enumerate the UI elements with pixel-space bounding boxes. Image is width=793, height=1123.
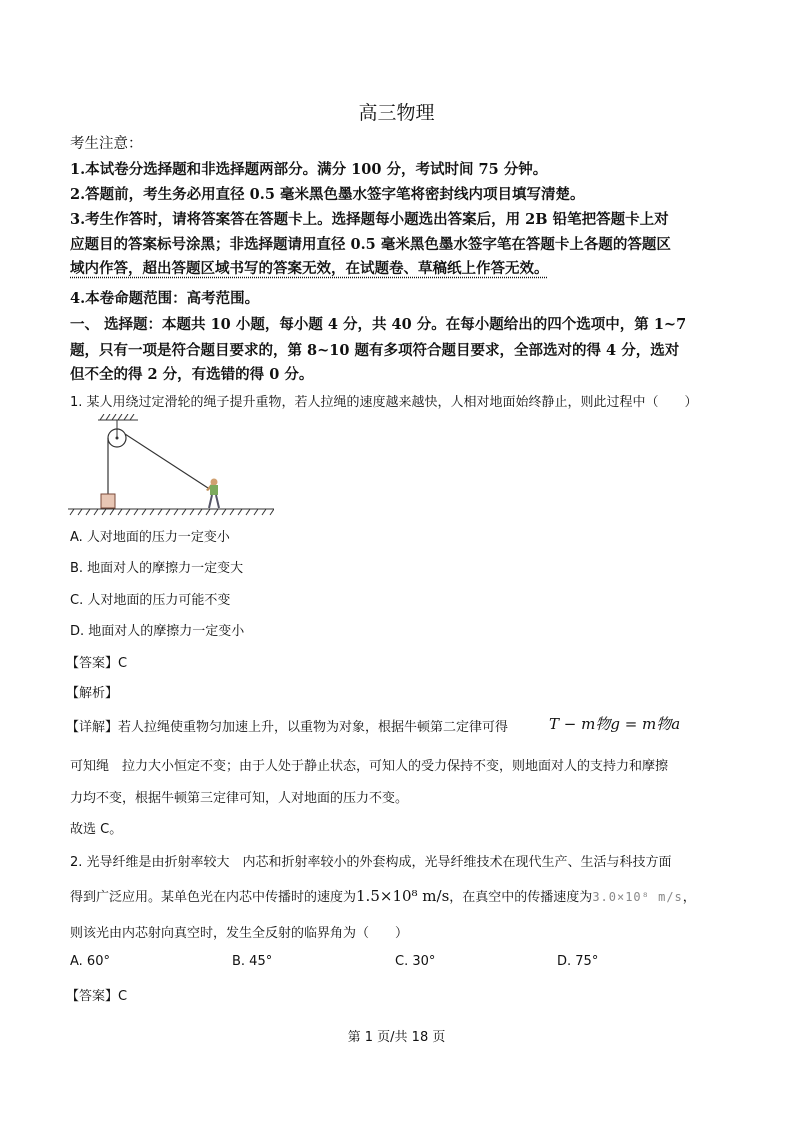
- pulley-figure: [68, 414, 274, 520]
- question-2-option-b: B. 45°: [232, 954, 273, 969]
- question-1-option-a: A. 人对地面的压力一定变小: [70, 530, 230, 545]
- question-1-analysis-label: 【解析】: [66, 686, 119, 701]
- question-2-answer: 【答案】C: [66, 989, 128, 1004]
- question-2-line-3: 则该光由内芯射向真空时，发生全反射的临界角为（ ）: [70, 926, 409, 941]
- question-2-option-d: D. 75°: [557, 954, 599, 969]
- ground-hatch: [68, 509, 274, 515]
- notice-item-1: 1.本试卷分选择题和非选择题两部分。满分 100 分，考试时间 75 分钟。: [70, 161, 548, 178]
- person-figure: [206, 479, 219, 509]
- page-footer: 第 1 页/共 18 页: [347, 1030, 446, 1045]
- question-2-line-1: 2. 光导纤维是由折射率较大 内芯和折射率较小的外套构成，光导纤维技术在现代生产、生活与科技方面: [70, 855, 672, 870]
- question-1-stem: 1. 某人用绕过定滑轮的绳子提升重物，若人拉绳的速度越来越快，人相对地面始终静止，则此过程中（ ）: [70, 395, 698, 410]
- section-1-line-3: 但不全的得 2 分，有选错的得 0 分。: [70, 366, 314, 383]
- notice-item-4: 4.本卷命题范围：高考范围。: [70, 290, 260, 307]
- question-1-conclusion: 故选 C。: [70, 822, 123, 837]
- question-2-option-a: A. 60°: [70, 954, 110, 969]
- core-speed-value: 1.5×10⁸ m/s: [356, 887, 450, 905]
- ceiling-hatch: [98, 414, 138, 420]
- newton-second-law-formula: T − m物g = m物a: [549, 715, 681, 733]
- question-1-option-c: C. 人对地面的压力可能不变: [70, 593, 231, 608]
- question-1-detail-line-3: 力均不变，根据牛顿第三定律可知，人对地面的压力不变。: [70, 791, 409, 806]
- section-1-line-1: 一、 选择题：本题共 10 小题，每小题 4 分，共 40 分。在每小题给出的四个选项中，第 1~7: [70, 316, 687, 333]
- question-1-detail-line-1: 【详解】若人拉绳使重物匀加速上升，以重物为对象，根据牛顿第二定律可得: [66, 720, 509, 735]
- question-2-line-2-suffix: ，: [682, 890, 696, 905]
- question-2-option-c: C. 30°: [395, 954, 436, 969]
- question-1-option-d: D. 地面对人的摩擦力一定变小: [70, 624, 245, 639]
- slanted-rope: [125, 434, 208, 488]
- question-2-line-2-middle: ，在真空中的传播速度为: [449, 890, 593, 905]
- question-1-detail-line-2: 可知绳 拉力大小恒定不变；由于人处于静止状态，可知人的受力保持不变，则地面对人的支持力和摩擦: [70, 759, 669, 774]
- notice-item-3-line-1: 3.考生作答时，请将答案答在答题卡上。选择题每小题选出答案后，用 2B 铅笔把答题卡上对: [70, 211, 669, 228]
- question-1-option-b: B. 地面对人的摩擦力一定变大: [70, 561, 244, 576]
- notice-item-2: 2.答题前，考生务必用直径 0.5 毫米黑色墨水签字笔将密封线内项目填写清楚。: [70, 186, 585, 203]
- question-1-answer: 【答案】C: [66, 656, 128, 671]
- notice-item-3-line-3: 域内作答，超出答题区域书写的答案无效，在试题卷、草稿纸上作答无效。: [70, 260, 549, 277]
- page-title: 高三物理: [358, 102, 435, 124]
- vacuum-speed-value: 3.0×10⁸ m/s: [592, 890, 683, 904]
- notice-heading: 考生注意：: [70, 136, 143, 152]
- question-2-line-2-prefix: 得到广泛应用。某单色光在内芯中传播时的速度为: [70, 890, 357, 905]
- weight-block: [101, 494, 115, 508]
- section-1-line-2: 题，只有一项是符合题目要求的，第 8~10 题有多项符合题目要求，全部选对的得 4 分，选对: [70, 342, 680, 359]
- question-2-line-2: [70, 886, 696, 905]
- notice-item-3-line-2: 应题目的答案标号涂黑；非选择题请用直径 0.5 毫米黑色墨水签字笔在答题卡上各题的答题区: [70, 236, 671, 253]
